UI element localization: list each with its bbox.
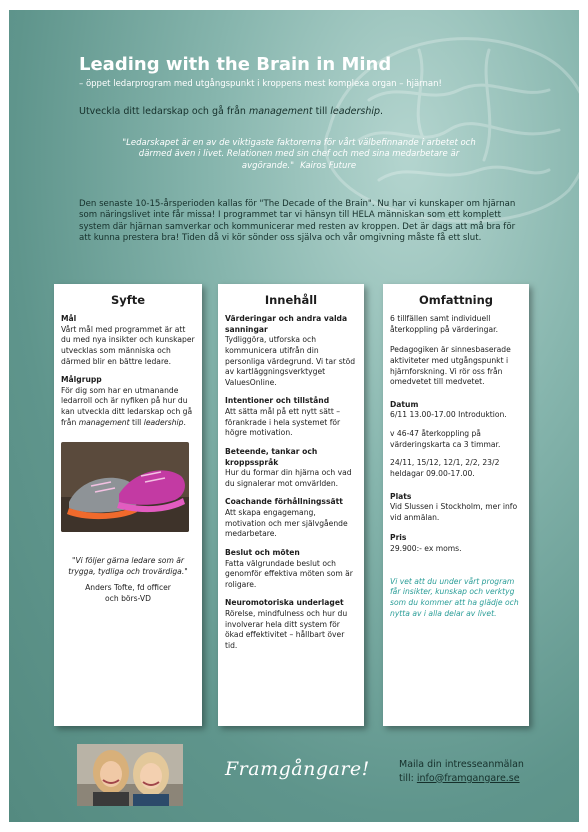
malgrupp-heading: Målgrupp xyxy=(61,375,102,385)
attribution-line: Anders Tofte, fd officer xyxy=(85,583,171,593)
innehall-section xyxy=(225,497,357,540)
malgrupp-part: För dig som har en utmanande ledarroll och är nyfiken på hur du kan utveckla ditt ledarskap och gå från xyxy=(61,385,193,427)
kairos-quote xyxy=(119,138,479,172)
closing-statement: Vi vet att du under vårt program får insikter, kunskap och verktyg som du kommer att ha glädje och nytta av i alla delar av livet. xyxy=(390,576,519,618)
two-women-photo xyxy=(77,744,183,806)
mal-heading: Mål xyxy=(61,314,77,324)
email-link[interactable]: info@framgangare.se xyxy=(416,772,520,784)
innehall-card xyxy=(218,284,364,726)
section-text: Att skapa engagemang, motivation och mer självgående medarbetare. xyxy=(225,508,348,539)
datum-heading: Datum xyxy=(390,399,419,409)
contact-line: Maila din intresseanmälan xyxy=(399,759,524,770)
section-title: Coachande förhållningssätt xyxy=(225,497,343,507)
omfattning-intro: 6 tillfällen samt individuell återkoppling på värderingar. xyxy=(390,314,498,334)
innehall-section xyxy=(225,598,357,651)
page-title: Leading with the Brain in Mind xyxy=(79,54,392,75)
section-title: Beslut och möten xyxy=(225,547,300,557)
omfattning-card xyxy=(383,284,529,726)
contact-line xyxy=(399,772,524,786)
innehall-section xyxy=(225,447,357,490)
innehall-section xyxy=(225,314,357,388)
framgangare-logo: Framgångare! xyxy=(225,758,370,780)
quote-attribution xyxy=(61,583,195,604)
section-text: Fatta välgrundade beslut och genomför effektiva möten som är roligare. xyxy=(225,558,353,589)
intro-paragraph: Den senaste 10-15-årsperioden kallas för "The Decade of the Brain". Nu har vi kunskaper om hjärnan som näringslivet inte får missa! I programmet tar vi hänsyn till HELA människan som ett komplett system där hjärnan samverkar och kommunicerar med resten av kroppen. Det är dags att må bra för att kunna prestera bra! Tiden då vi kör sönder oss själva och vår omgivning måste få ett slut. xyxy=(79,199,516,244)
section-title: Beteende, tankar och kroppsspråk xyxy=(225,446,318,467)
syfte-card xyxy=(54,284,202,726)
section-title: Intentioner och tillstånd xyxy=(225,396,330,406)
malgrupp-emphasis: leadership xyxy=(143,417,184,427)
section-text: Hur du formar din hjärna och vad du signalerar mot omvärlden. xyxy=(225,468,352,488)
anders-quote: "Vi följer gärna ledare som är trygga, tydliga och trovärdiga." xyxy=(68,555,188,576)
section-title: Neuromotoriska underlaget xyxy=(225,598,344,608)
plats-heading: Plats xyxy=(390,491,412,501)
section-text: Att sätta mål på ett nytt sätt – förankrade i hela systemet för högre motivation. xyxy=(225,407,341,438)
omfattning-heading: Omfattning xyxy=(418,293,494,307)
datum-line: v 46-47 återkoppling på värderingskarta ca 3 timmar. xyxy=(390,429,501,449)
datum-line: 24/11, 15/12, 12/1, 2/2, 23/2 heldagar 09.00-17.00. xyxy=(390,458,500,478)
lead-part: . xyxy=(380,106,384,117)
malgrupp-text xyxy=(61,386,195,429)
omfattning-pedagogy: Pedagogiken är sinnesbaserade aktiviteter med utgångspunkt i hjärnforskning. Vi rör oss från omedvetet till medvetet. xyxy=(390,345,511,387)
innehall-heading: Innehåll xyxy=(264,293,318,307)
datum-line: 6/11 13.00-17.00 Introduktion. xyxy=(390,410,507,420)
innehall-section xyxy=(225,396,357,439)
attribution-line: och börs-VD xyxy=(105,593,151,603)
page-subtitle: – öppet ledarprogram med utgångspunkt i kroppens mest komplexa organ – hjärnan! xyxy=(79,79,442,89)
running-shoes-photo xyxy=(61,442,189,532)
mal-text: Vårt mål med programmet är att du med nya insikter och kunskaper utvecklas som människa och därmed blir en bättre ledare. xyxy=(61,324,195,366)
pris-text: 29.900:- ex moms. xyxy=(390,544,462,554)
contact-info xyxy=(399,758,524,786)
malgrupp-part: till xyxy=(129,417,144,427)
innehall-section xyxy=(225,548,357,591)
lead-part: Utveckla ditt ledarskap och gå från xyxy=(79,106,249,117)
lead-emphasis: management xyxy=(248,106,313,117)
plats-text: Vid Slussen i Stockholm, mer info vid anmälan. xyxy=(390,502,518,522)
pris-heading: Pris xyxy=(390,533,407,543)
flyer-page xyxy=(9,10,579,822)
lead-part: till xyxy=(312,106,331,117)
quote-text: "Ledarskapet är en av de viktigaste faktorerna för vårt välbefinnande i arbetet och därmed även i livet. Relationen med sin chef och med sina medarbetare är avgörande." xyxy=(122,138,476,171)
contact-prefix: till: xyxy=(399,772,417,784)
malgrupp-emphasis: management xyxy=(78,417,130,427)
section-text: Tydliggöra, utforska och kommunicera utifrån din personliga värdegrund. Vi tar stöd av kartläggningsverktyget ValuesOnline. xyxy=(225,335,356,387)
lead-text xyxy=(79,106,383,117)
header xyxy=(79,54,519,89)
section-text: Rörelse, mindfulness och hur du involverar hela ditt system för ökad effektivitet – hållbart över tid. xyxy=(225,609,348,650)
malgrupp-part: . xyxy=(183,417,186,427)
section-title: Värderingar och andra valda sanningar xyxy=(225,314,348,334)
quote-source: Kairos Future xyxy=(300,160,357,171)
lead-emphasis: leadership xyxy=(330,106,381,117)
syfte-heading: Syfte xyxy=(110,293,146,307)
